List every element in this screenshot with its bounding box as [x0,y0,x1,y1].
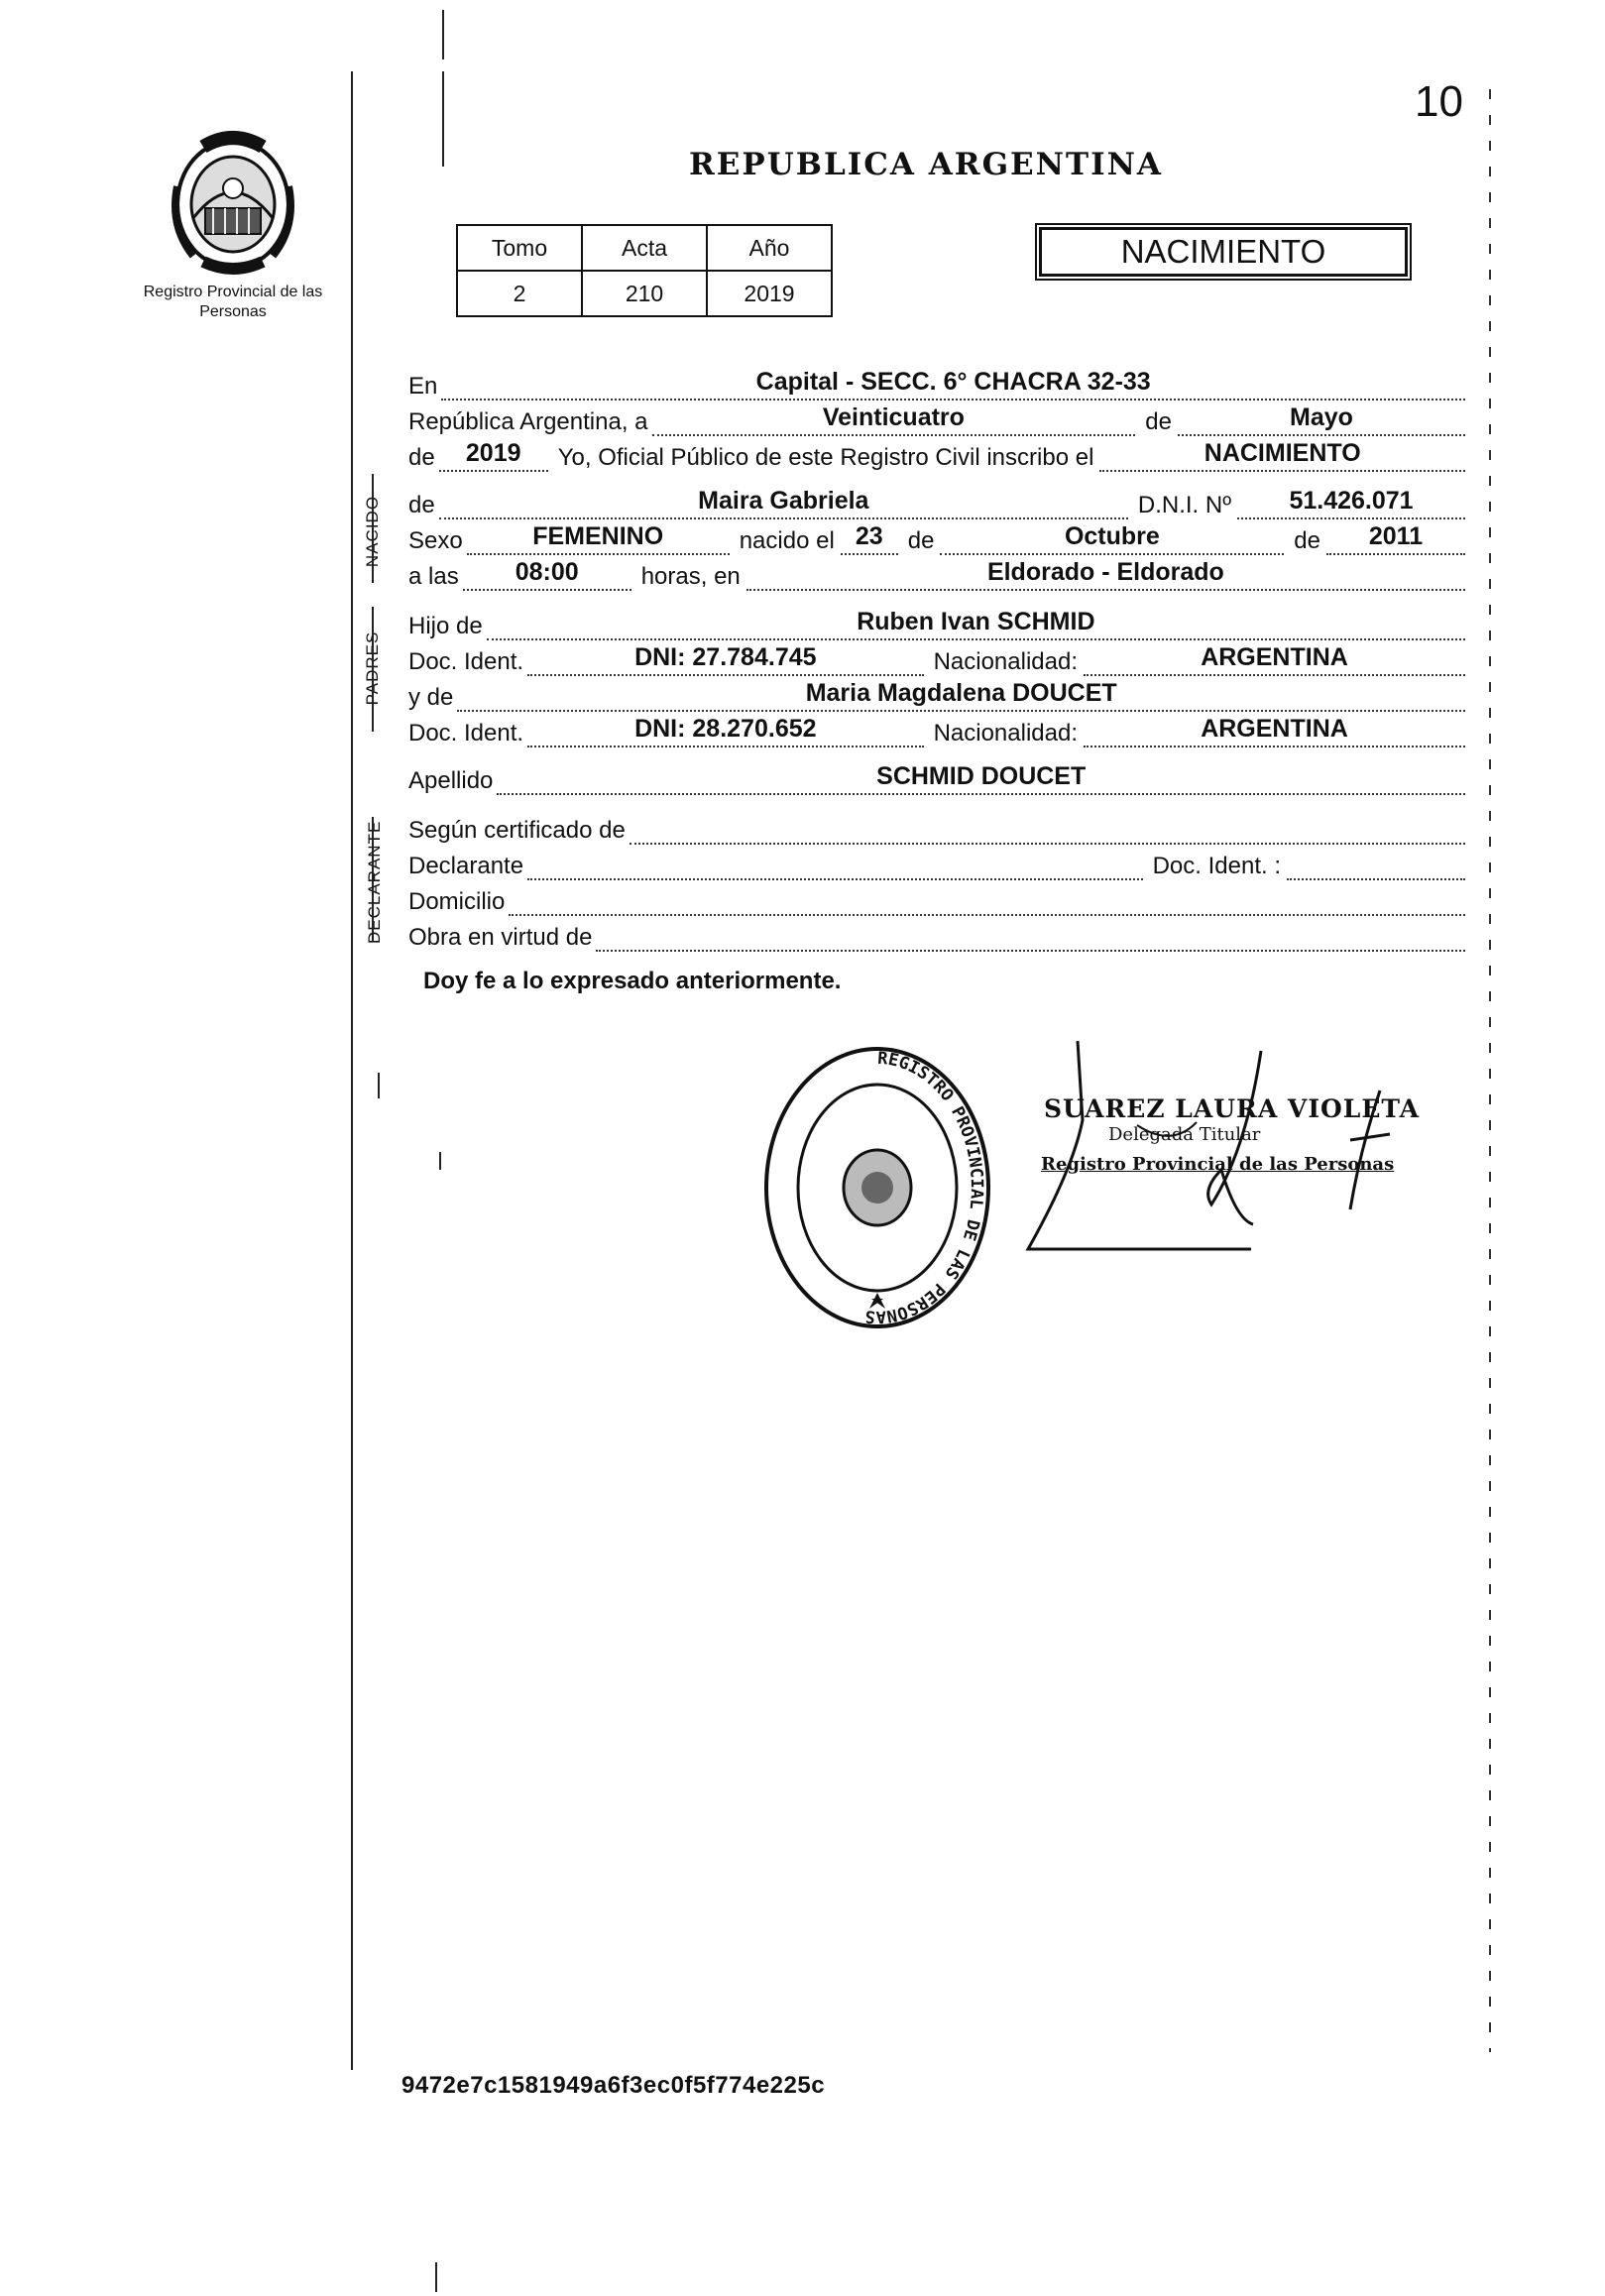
name-value: Maira Gabriela [698,487,869,515]
act-field [1099,439,1465,472]
sexo-field [467,522,730,555]
right-scan-edge [1489,89,1491,2052]
bottom-crop-mark [435,2262,437,2292]
a-las-label: a las [408,563,459,590]
row-republica [408,402,1465,436]
y-de-label: y de [408,684,454,711]
birth-month-field [940,522,1284,555]
row-domicilio [408,882,1465,916]
father-nationality-value: ARGENTINA [1201,643,1348,671]
mother-nationality-label: Nacionalidad: [933,720,1078,746]
top-crop-mark [442,10,444,59]
year-field [439,439,548,472]
birth-time-field [463,558,631,591]
section-label-nacido: NACIDO [363,495,382,568]
tomo-header: Tomo [457,225,582,271]
horas-label: horas, en [640,563,741,590]
declarante-doc-field [1287,853,1465,880]
document-hash: 9472e7c1581949a6f3ec0f5f774e225c [401,2072,826,2099]
signatory-title: Delegada Titular [1108,1124,1261,1145]
country-title: REPUBLICA ARGENTINA [689,147,1163,182]
left-margin-line [351,71,353,2070]
dni-label: D.N.I. Nº [1137,492,1231,518]
father-nationality-label: Nacionalidad: [933,648,1078,675]
section-bracket-padres [372,607,380,732]
apellido-value: SCHMID DOUCET [876,762,1087,790]
nacido-label: nacido el [739,527,835,554]
tomo-value: 2 [457,271,582,316]
oficial-label: Yo, Oficial Público de este Registro Civil inscribo el [557,444,1094,471]
mother-doc-field [527,715,924,747]
en-label: En [408,373,438,400]
birth-time-value: 08:00 [515,558,579,586]
father-doc-value: DNI: 27.784.745 [634,643,817,671]
anio-header: Año [707,225,832,271]
declarante-field [527,853,1143,880]
domicilio-label: Domicilio [408,888,506,915]
signatory-name: SUAREZ LAURA VIOLETA [1044,1094,1421,1123]
father-doc-label: Doc. Ident. [408,648,524,675]
year-value: 2019 [465,439,521,467]
mother-doc-value: DNI: 28.270.652 [634,715,817,743]
signature-scribble [1023,1031,1420,1259]
sexo-value: FEMENINO [532,522,664,550]
stamp-inner-text [763,1338,785,1339]
row-time-place [408,557,1465,591]
apellido-field [497,762,1465,795]
de-label-birth-year: de [1294,527,1320,554]
de-label-year: de [408,444,435,471]
obra-label: Obra en virtud de [408,924,593,951]
dni-value: 51.426.071 [1289,487,1414,515]
acta-header: Acta [582,225,707,271]
page-number: 10 [1415,77,1463,126]
de-label-birth-month: de [907,527,935,554]
birth-place-field [746,558,1465,591]
section-label-padres: PADRES [363,631,382,706]
row-en [408,367,1465,401]
section-bracket-nacido [372,474,380,583]
father-name-value: Ruben Ivan SCHMID [857,608,1095,635]
apellido-label: Apellido [408,767,494,794]
birth-day-field [841,522,898,555]
father-doc-field [527,643,924,676]
row-mother [408,678,1465,712]
mother-name-value: Maria Magdalena DOUCET [805,679,1117,707]
birth-place-value: Eldorado - Eldorado [986,558,1224,586]
obra-field [596,924,1465,952]
de-label: de [1145,408,1172,435]
mother-nationality-field [1084,715,1465,747]
declarante-label: Declarante [408,853,524,879]
day-field [652,403,1136,436]
domicilio-field [509,888,1465,916]
anio-value: 2019 [707,271,832,316]
row-sexo [408,521,1465,555]
republica-label: República Argentina, a [408,408,648,435]
birth-month-value: Octubre [1064,522,1160,550]
section-bracket-declarante [372,817,380,942]
day-value: Veinticuatro [822,403,965,431]
birth-day-value: 23 [855,522,883,550]
row-obra [408,918,1465,952]
dni-field [1237,487,1465,519]
provincial-seal-logo [164,127,302,276]
header-divider [442,71,444,167]
month-field [1178,403,1465,436]
record-table [456,224,833,317]
signatory-office: Registro Provincial de las Personas [1041,1154,1395,1175]
segun-field [630,817,1465,845]
row-apellido [408,761,1465,795]
act-value: NACIMIENTO [1204,439,1361,467]
stamp-ring-text: REGISTRO PROVINCIAL DE LAS PERSONAS [863,1048,987,1327]
de-label-name: de [408,492,435,518]
side-tick-1 [378,1073,380,1098]
sexo-label: Sexo [408,527,463,554]
row-oficial [408,438,1465,472]
month-value: Mayo [1290,403,1353,431]
mother-nationality-value: ARGENTINA [1201,715,1348,743]
row-mother-doc [408,714,1465,747]
side-tick-2 [439,1152,441,1170]
birth-year-value: 2011 [1368,522,1424,550]
acta-value: 210 [582,271,707,316]
mother-doc-label: Doc. Ident. [408,720,524,746]
official-stamp [758,1039,996,1336]
father-nationality-field [1084,643,1465,676]
row-father-doc [408,642,1465,676]
row-name [408,486,1465,519]
father-name-field [487,608,1465,640]
en-field [441,368,1465,401]
birth-year-field [1326,522,1465,555]
row-declarante [408,847,1465,880]
act-type-box: NACIMIENTO [1039,227,1408,277]
name-field [439,487,1128,519]
closing-statement: Doy fe a lo expresado anteriormente. [423,968,842,994]
segun-label: Según certificado de [408,817,626,844]
hijo-label: Hijo de [408,613,483,639]
section-label-declarante: DECLARANTE [365,820,384,944]
en-value: Capital - SECC. 6° CHACRA 32-33 [755,368,1151,396]
mother-name-field [457,679,1465,712]
row-segun [408,811,1465,845]
logo-caption: Registro Provincial de las Personas [143,284,323,320]
declarante-doc-label: Doc. Ident. : [1152,853,1281,879]
row-father [408,607,1465,640]
